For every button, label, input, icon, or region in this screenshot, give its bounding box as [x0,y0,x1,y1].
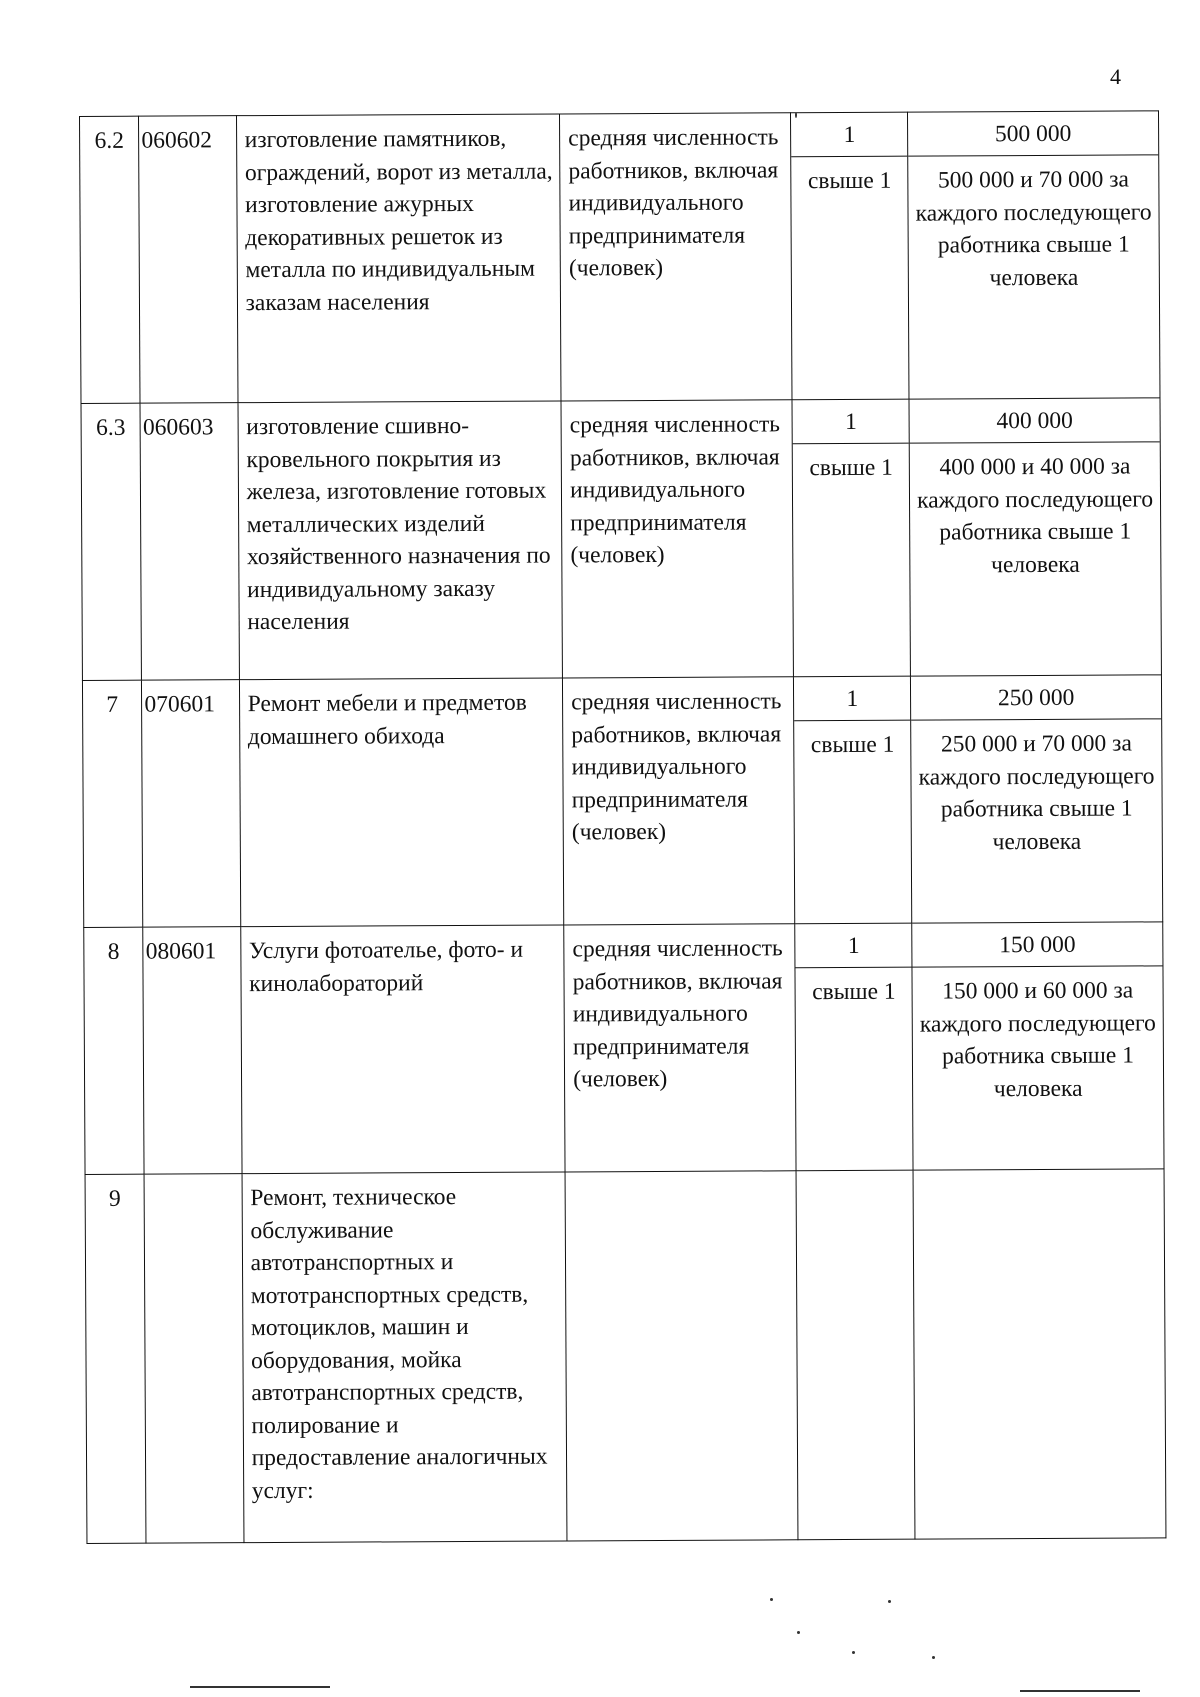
table-row [84,922,1164,1175]
row-number: 8 [84,927,145,1174]
physical-indicator: средняя численность работников, включая индивидуального предпринимателя (человек) [564,924,797,1172]
scan-speck [770,1598,773,1601]
quantity-cell [795,923,913,1171]
activity-code: 080601 [143,927,242,1175]
physical-indicator: средняя численность работников, включая индивидуального предпринимателя (человек) [560,113,793,401]
scan-speck [888,1600,891,1603]
quantity-first: 1 [793,400,909,445]
amount-more: 150 000 и 60 000 за каждого последующего работника свыше 1 человека [919,977,1156,1102]
table-row [80,111,1160,404]
table-row [85,1169,1166,1544]
row-number: 6.2 [80,116,141,403]
scan-speck [852,1651,855,1654]
scan-speck [1020,1690,1140,1692]
quantity-first: 1 [794,677,910,722]
row-number: 7 [82,680,143,927]
quantity-cell [794,676,912,924]
scan-speck [797,1631,800,1634]
activity-code [144,1174,243,1544]
activity-name: Ремонт, техническое обслуживание автотранспортных и мототранспортных средств, мотоциклов, машин и оборудования, мойка автотранспортных средств, полирование и предоставление аналогичных услуг: [242,1172,567,1543]
amount-more: 500 000 и 70 000 за каждого последующего работника свыше 1 человека [915,166,1152,291]
amount-cell [909,398,1161,676]
amount-first: 150 000 [912,922,1162,967]
amount-cell [908,111,1160,399]
physical-indicator: средняя численность работников, включая индивидуального предпринимателя (человек) [563,677,796,925]
quantity-more: свыше 1 [809,454,893,482]
table-row [81,398,1161,681]
scan-speck [932,1656,935,1659]
page-number: 4 [1110,64,1121,89]
amount-first: 400 000 [910,398,1160,443]
activity-code: 060602 [139,116,238,404]
row-number: 9 [85,1174,146,1543]
amount-more: 400 000 и 40 000 за каждого последующего работника свыше 1 человека [917,453,1154,578]
scan-speck [795,112,797,118]
activity-name: Ремонт мебели и предметов домашнего обихода [239,678,564,927]
activity-code: 060603 [140,403,239,681]
quantity-first: 1 [791,113,907,158]
amount-first: 250 000 [911,675,1161,720]
table-row [82,675,1162,928]
quantity-more: свыше 1 [810,731,895,759]
tariff-table [79,110,1166,1544]
quantity-cell [791,112,909,400]
activity-name: Услуги фотоателье, фото- и кинолабораторий [240,925,565,1174]
amount-more: 250 000 и 70 000 за каждого последующего работника свыше 1 человека [918,730,1155,855]
quantity-more: свыше 1 [807,167,892,195]
quantity-more: свыше 1 [812,978,896,1006]
amount-first: 500 000 [908,111,1158,156]
physical-indicator: средняя численность работников, включая индивидуального предпринимателя (человек) [561,400,794,678]
amount-cell [911,675,1163,923]
quantity-cell [797,1170,916,1540]
quantity-cell [792,399,910,677]
scan-speck [190,1686,330,1688]
physical-indicator [565,1171,798,1541]
row-number: 6.3 [81,403,142,680]
amount-cell [913,1169,1166,1539]
quantity-first: 1 [796,924,912,969]
amount-cell [912,922,1164,1170]
activity-name: изготовление памятников, ограждений, ворот из металла, изготовление ажурных декоративных решеток из металла по индивидуальным заказам населения [236,114,561,403]
activity-code: 070601 [142,680,241,928]
activity-name: изготовление сшивно-кровельного покрытия из железа, изготовление готовых металлических изделий хозяйственного назначения по индивидуальному заказу населения [238,401,563,680]
